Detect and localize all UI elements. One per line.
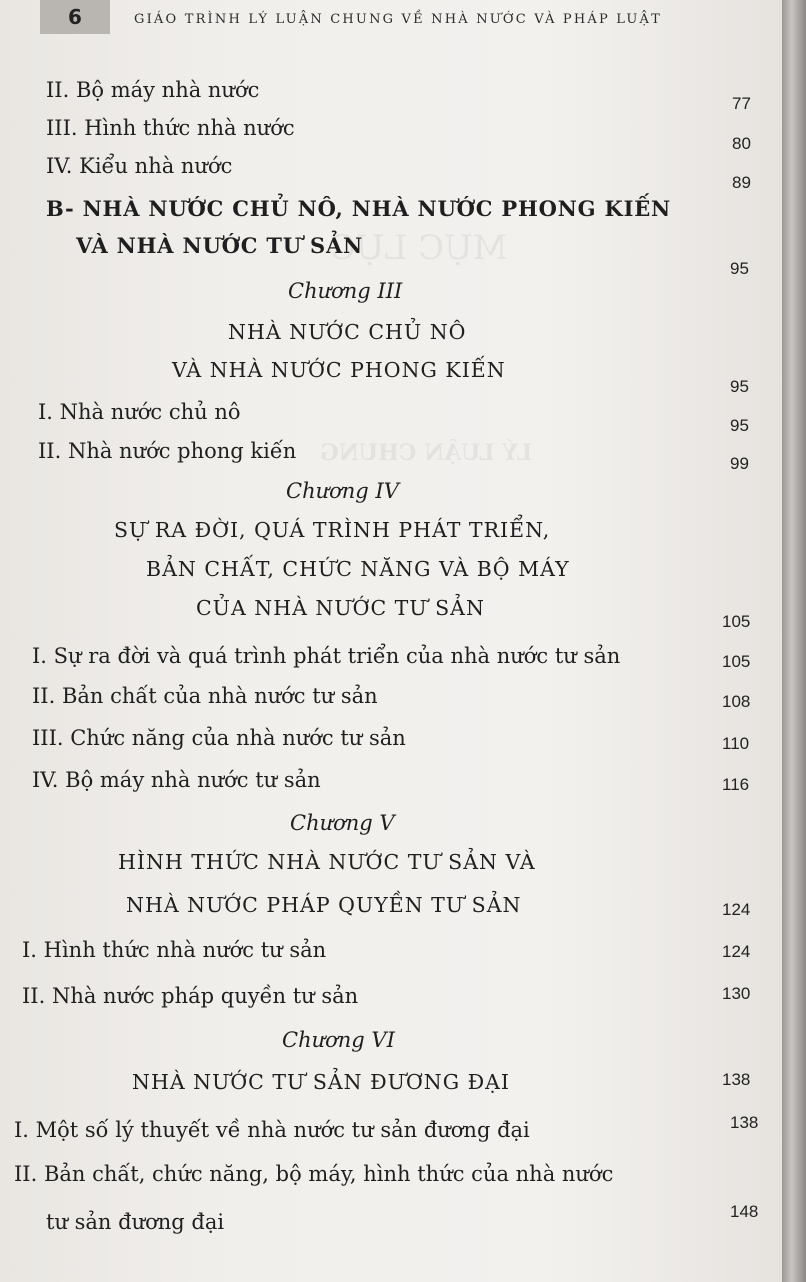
chapter-label: Chương V bbox=[290, 811, 395, 835]
toc-page-number: 108 bbox=[722, 692, 751, 711]
toc-entry[interactable]: I. Một số lý thuyết về nhà nước tư sản đương đại bbox=[14, 1118, 530, 1142]
toc-entry[interactable]: II. Nhà nước pháp quyền tư sản bbox=[22, 984, 359, 1008]
chapter-title[interactable]: NHÀ NƯỚC CHỦ NÔ bbox=[228, 320, 467, 344]
chapter-title[interactable]: CỦA NHÀ NƯỚC TƯ SẢN bbox=[196, 596, 485, 620]
toc-page-number: 124 bbox=[722, 942, 751, 961]
toc-section-heading[interactable]: B- NHÀ NƯỚC CHỦ NÔ, NHÀ NƯỚC PHONG KIẾN bbox=[46, 196, 672, 221]
toc-page-number: 138 bbox=[722, 1070, 751, 1089]
toc-page-number: 138 bbox=[730, 1113, 759, 1132]
chapter-title[interactable]: HÌNH THỨC NHÀ NƯỚC TƯ SẢN VÀ bbox=[118, 850, 536, 874]
page-header bbox=[0, 0, 782, 40]
running-title: GIÁO TRÌNH LÝ LUẬN CHUNG VỀ NHÀ NƯỚC VÀ PHÁP LUẬT bbox=[134, 12, 662, 27]
chapter-title[interactable]: NHÀ NƯỚC TƯ SẢN ĐƯƠNG ĐẠI bbox=[132, 1070, 511, 1094]
toc-entry[interactable]: I. Nhà nước chủ nô bbox=[38, 400, 241, 424]
toc-entry[interactable]: II. Bộ máy nhà nước bbox=[46, 78, 260, 102]
toc-entry[interactable]: II. Bản chất, chức năng, bộ máy, hình thức của nhà nước bbox=[14, 1162, 614, 1186]
toc-entry[interactable]: II. Bản chất của nhà nước tư sản bbox=[32, 684, 378, 708]
toc-page-number: 148 bbox=[730, 1202, 759, 1221]
toc-page-number: 95 bbox=[730, 377, 749, 396]
chapter-title[interactable]: VÀ NHÀ NƯỚC PHONG KIẾN bbox=[172, 358, 506, 382]
toc-section-heading[interactable]: VÀ NHÀ NƯỚC TƯ SẢN bbox=[76, 233, 364, 258]
page-number: 6 bbox=[40, 0, 110, 34]
toc-entry[interactable]: I. Hình thức nhà nước tư sản bbox=[22, 938, 327, 962]
toc-page-number: 130 bbox=[722, 984, 751, 1003]
chapter-label: Chương VI bbox=[282, 1028, 395, 1052]
toc-page-number: 116 bbox=[722, 775, 750, 794]
toc-page-number: 99 bbox=[730, 454, 749, 473]
chapter-title[interactable]: SỰ RA ĐỜI, QUÁ TRÌNH PHÁT TRIỂN, bbox=[114, 518, 551, 542]
chapter-title[interactable]: BẢN CHẤT, CHỨC NĂNG VÀ BỘ MÁY bbox=[146, 557, 570, 581]
toc-entry[interactable]: III. Hình thức nhà nước bbox=[46, 116, 295, 140]
toc-page-number: 105 bbox=[722, 652, 751, 671]
chapter-title[interactable]: NHÀ NƯỚC PHÁP QUYỀN TƯ SẢN bbox=[126, 893, 522, 917]
chapter-label: Chương IV bbox=[286, 479, 399, 503]
toc-entry-continuation[interactable]: tư sản đương đại bbox=[46, 1210, 225, 1234]
show-through-text: MỤC LỤC bbox=[330, 228, 508, 268]
toc-page-number: 124 bbox=[722, 900, 751, 919]
toc-entry[interactable]: IV. Bộ máy nhà nước tư sản bbox=[32, 768, 321, 792]
show-through-text: LÝ LUẬN CHUNG bbox=[320, 440, 533, 466]
toc-page-number: 105 bbox=[722, 612, 751, 631]
toc-page-number: 80 bbox=[732, 134, 751, 153]
toc-page-number: 95 bbox=[730, 259, 749, 278]
chapter-label: Chương III bbox=[288, 279, 403, 303]
toc-page-number: 110 bbox=[722, 734, 750, 753]
toc-page-number: 89 bbox=[732, 173, 751, 192]
toc-page-number: 77 bbox=[732, 94, 751, 113]
toc-entry[interactable]: I. Sự ra đời và quá trình phát triển của nhà nước tư sản bbox=[32, 644, 621, 668]
toc-entry[interactable]: IV. Kiểu nhà nước bbox=[46, 154, 233, 178]
page-edge bbox=[782, 0, 806, 1282]
toc-entry[interactable]: II. Nhà nước phong kiến bbox=[38, 439, 297, 463]
toc-entry[interactable]: III. Chức năng của nhà nước tư sản bbox=[32, 726, 406, 750]
toc-page-number: 95 bbox=[730, 416, 749, 435]
